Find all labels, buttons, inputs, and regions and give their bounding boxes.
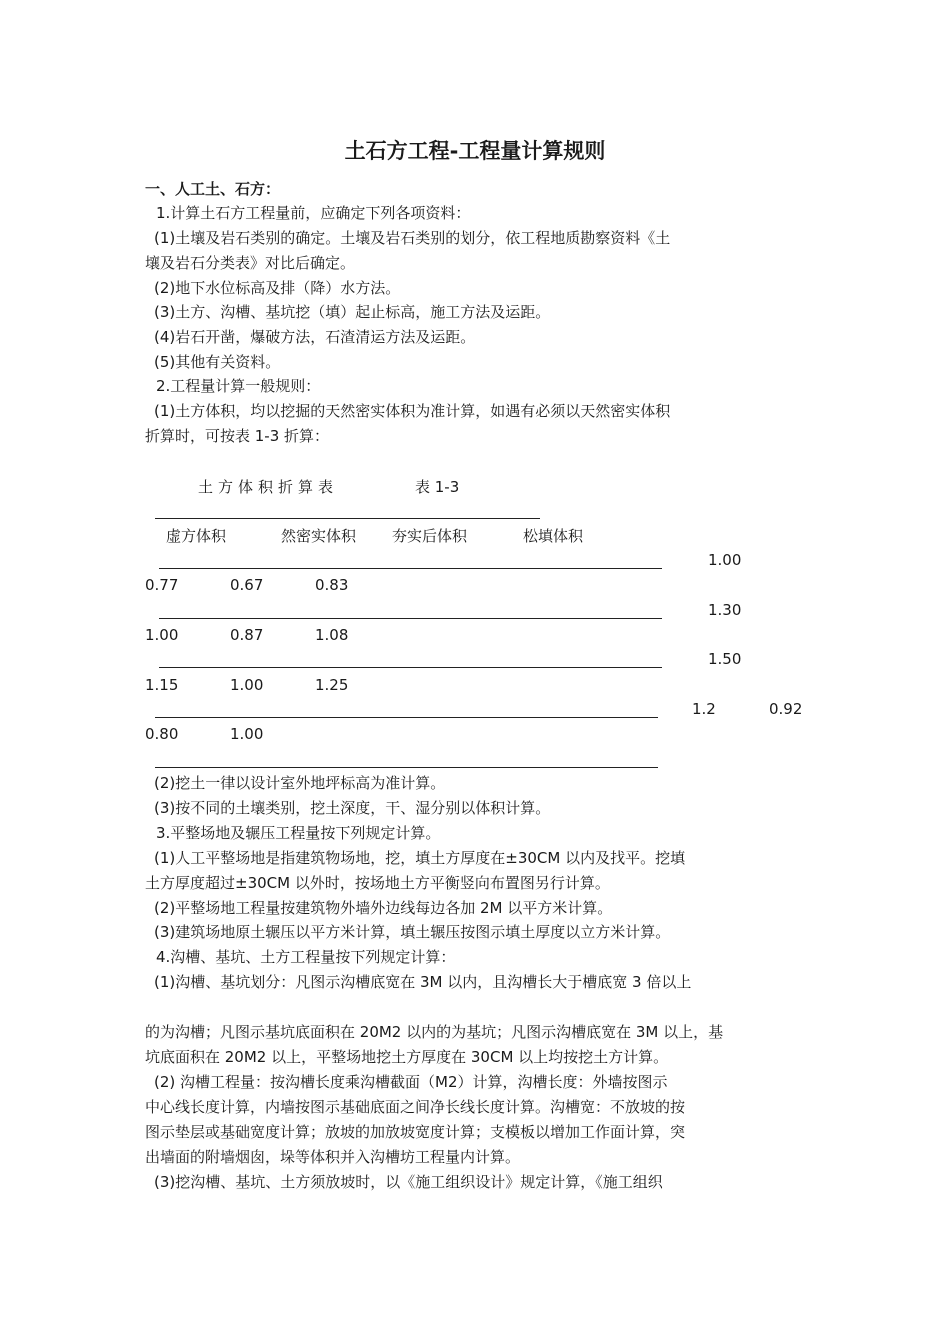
- table-cell: 1.00: [230, 676, 264, 694]
- table-header-cell: 然密实体积: [281, 527, 357, 545]
- table-cell: 0.77: [145, 576, 179, 594]
- paragraph-line: (1)土方体积，均以挖掘的天然密实体积为准计算，如遇有必须以天然密实体积: [154, 402, 671, 420]
- table-cell: 0.67: [230, 576, 264, 594]
- table-cell: 0.83: [315, 576, 349, 594]
- table-header-cell: 夯实后体积: [392, 527, 468, 545]
- paragraph-line: 图示垫层或基础宽度计算；放坡的加放坡宽度计算；支模板以增加工作面计算，突: [145, 1123, 686, 1141]
- table-cell: 0.92: [769, 700, 803, 718]
- paragraph-line: (3)挖沟槽、基坑、土方须放坡时，以《施工组织设计》规定计算，《施工组织: [154, 1173, 663, 1191]
- table-cell: 0.80: [145, 725, 179, 743]
- table-cell: 0.87: [230, 626, 264, 644]
- paragraph-line: (1)沟槽、基坑划分：凡图示沟槽底宽在 3M 以内，且沟槽长大于槽底宽 3 倍以上: [154, 973, 692, 991]
- table-rule: [155, 518, 540, 519]
- table-header-cell: 虚方体积: [166, 527, 227, 545]
- table-cell: 1.25: [315, 676, 349, 694]
- table-cell: 1.50: [708, 650, 742, 668]
- paragraph-line: 4.沟槽、基坑、土方工程量按下列规定计算：: [156, 948, 456, 966]
- paragraph-line: (3)按不同的土壤类别，挖土深度，干、湿分别以体积计算。: [154, 799, 551, 817]
- table-header-cell: 松填体积: [523, 527, 584, 545]
- table-cell: 1.08: [315, 626, 349, 644]
- paragraph-line: (2)地下水位标高及排（降）水方法。: [154, 279, 401, 297]
- paragraph-line: 折算时，可按表 1-3 折算：: [145, 427, 330, 445]
- paragraph-line: 坑底面积在 20M2 以上，平整场地挖土方厚度在 30CM 以上均按挖土方计算。: [145, 1048, 669, 1066]
- table-rule: [155, 767, 658, 768]
- paragraph-line: 出墙面的附墙烟囱，垛等体积并入沟槽坊工程量内计算。: [145, 1148, 521, 1166]
- table-caption: 土方体积折算表: [198, 478, 339, 496]
- table-number: 表 1-3: [415, 478, 460, 496]
- paragraph-line: (4)岩石开凿，爆破方法，石渣清运方法及运距。: [154, 328, 476, 346]
- page-title: 土石方工程-工程量计算规则: [344, 139, 606, 163]
- table-cell: 1.15: [145, 676, 179, 694]
- table-cell: 1.00: [145, 626, 179, 644]
- paragraph-line: (2)平整场地工程量按建筑物外墙外边线每边各加 2M 以平方米计算。: [154, 899, 613, 917]
- paragraph-line: 3.平整场地及辗压工程量按下列规定计算。: [156, 824, 441, 842]
- table-cell: 1.00: [230, 725, 264, 743]
- table-rule: [155, 717, 658, 718]
- paragraph-line: (2)挖土一律以设计室外地坪标高为准计算。: [154, 774, 446, 792]
- paragraph-line: 土方厚度超过±30CM 以外时，按场地土方平衡竖向布置图另行计算。: [145, 874, 610, 892]
- paragraph-line: 的为沟槽；凡图示基坑底面积在 20M2 以内的为基坑；凡图示沟槽底宽在 3M 以上，基: [145, 1023, 724, 1041]
- table-rule: [159, 568, 662, 569]
- paragraph-line: 1.计算土石方工程量前，应确定下列各项资料：: [156, 204, 471, 222]
- paragraph-line: 壤及岩石分类表》对比后确定。: [145, 254, 356, 272]
- table-cell: 1.00: [708, 551, 742, 569]
- section-heading: 一、人工土、石方：: [145, 180, 281, 198]
- paragraph-line: (1)土壤及岩石类别的确定。土壤及岩石类别的划分，依工程地质勘察资料《土: [154, 229, 671, 247]
- paragraph-line: (3)土方、沟槽、基坑挖（填）起止标高，施工方法及运距。: [154, 303, 551, 321]
- table-cell: 1.2: [692, 700, 716, 718]
- table-rule: [159, 667, 662, 668]
- paragraph-line: 2.工程量计算一般规则：: [156, 377, 321, 395]
- table-rule: [159, 618, 662, 619]
- paragraph-line: (1)人工平整场地是指建筑物场地，挖，填土方厚度在±30CM 以内及找平。挖填: [154, 849, 686, 867]
- table-cell: 1.30: [708, 601, 742, 619]
- paragraph-line: (2) 沟槽工程量：按沟槽长度乘沟槽截面（M2）计算，沟槽长度：外墙按图示: [154, 1073, 668, 1091]
- paragraph-line: 中心线长度计算，内墙按图示基础底面之间净长线长度计算。沟槽宽：不放坡的按: [145, 1098, 686, 1116]
- paragraph-line: (5)其他有关资料。: [154, 353, 281, 371]
- paragraph-line: (3)建筑场地原土辗压以平方米计算，填土辗压按图示填土厚度以立方米计算。: [154, 923, 671, 941]
